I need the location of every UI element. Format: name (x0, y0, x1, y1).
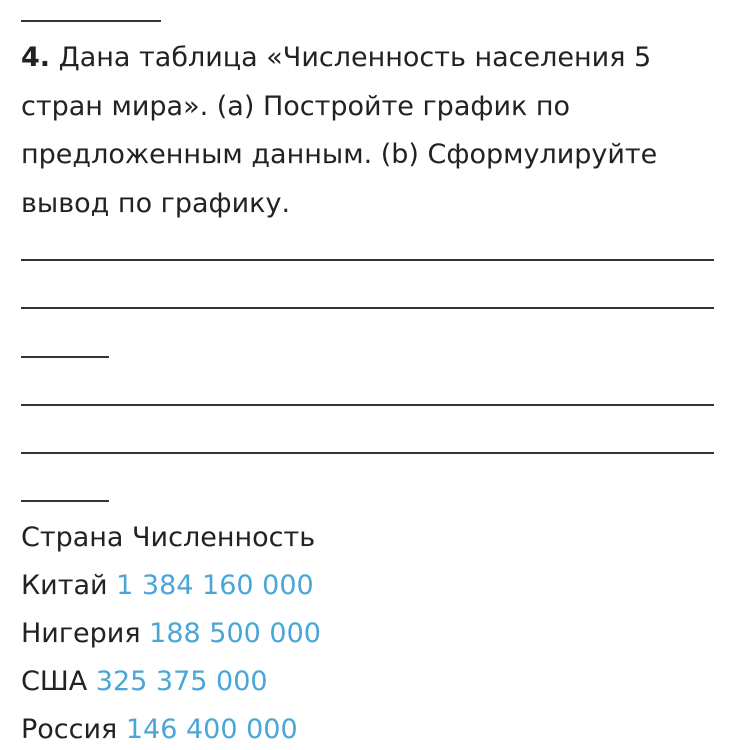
population-value: 188 500 000 (149, 618, 321, 649)
country-name: США (21, 666, 88, 697)
population-value: 1 384 160 000 (116, 570, 314, 601)
table-row (21, 712, 298, 748)
answer-line-1 (21, 259, 714, 261)
table-row (21, 616, 321, 652)
answer-line-5 (21, 452, 714, 454)
answer-line-2 (21, 307, 714, 309)
table-header: Страна Численность (21, 522, 316, 553)
population-value: 146 400 000 (125, 714, 298, 745)
task-number: 4. (21, 42, 51, 73)
table-row (21, 664, 268, 700)
table-row (21, 568, 314, 604)
answer-line-3 (21, 356, 109, 358)
country-name: Нигерия (21, 618, 141, 649)
task-statement (21, 34, 721, 228)
country-name: Россия (21, 714, 118, 745)
answer-line-6 (21, 500, 109, 502)
population-value: 325 375 000 (95, 666, 268, 697)
country-name: Китай (21, 570, 108, 601)
task-text: Дана таблица «Численность населения 5 стран мира». (a) Постройте график по предложенным данным. (b) Сформулируйте вывод по графику. (21, 42, 658, 219)
answer-line-4 (21, 404, 714, 406)
answer-line-top (21, 20, 161, 22)
